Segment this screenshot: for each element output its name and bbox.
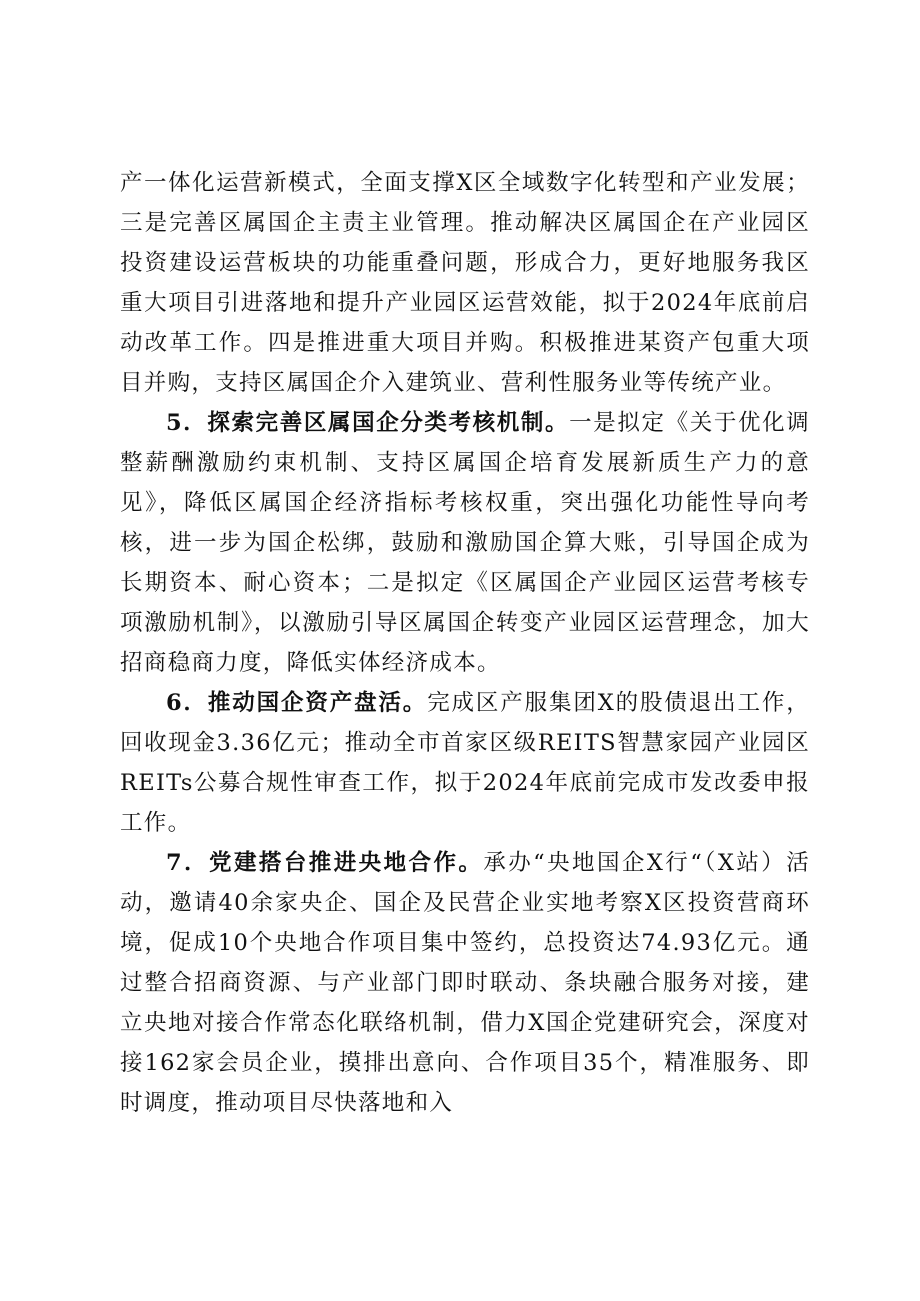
paragraph-text: 承办“央地国企X行“（X站）活动，邀请40余家央企、国企及民营企业实地考察X区投资营商环境，促成10个央地合作项目集中签约，总投资达74.93亿元。通过整合招商资源、与产业部门即时联动、条块融合服务对接，建立央地对接合作常态化联络机制，借力X国企党建研究会，深度对接162家会员企业，摸排出意向、合作项目35个，精准服务、即时调度，推动项目尽快落地和入 (120, 850, 810, 1116)
paragraph-heading: 5．探索完善区属国企分类考核机制。 (166, 410, 570, 436)
paragraph-heading: 7．党建搭台推进央地合作。 (166, 850, 484, 876)
paragraph-item-6 (120, 683, 810, 843)
paragraph-continuation (120, 163, 810, 403)
document-body (120, 163, 810, 1123)
paragraph-text: 完成区产服集团X的股债退出工作，回收现金3.36亿元；推动全市首家区级REITS智慧家园产业园区REITs公募合规性审查工作，拟于2024年底前完成市发改委申报工作。 (120, 690, 810, 836)
paragraph-item-5 (120, 403, 810, 683)
paragraph-text: 一是拟定《关于优化调整薪酬激励约束机制、支持区属国企培育发展新质生产力的意见》，降低区属国企经济指标考核权重，突出强化功能性导向考核，进一步为国企松绑，鼓励和激励国企算大账，引导国企成为长期资本、耐心资本；二是拟定《区属国企产业园区运营考核专项激励机制》，以激励引导区属国企转变产业园区运营理念，加大招商稳商力度，降低实体经济成本。 (120, 410, 810, 676)
paragraph-heading: 6．推动国企资产盘活。 (166, 690, 428, 716)
paragraph-item-7 (120, 843, 810, 1123)
paragraph-text: 产一体化运营新模式，全面支撑X区全域数字化转型和产业发展；三是完善区属国企主责主业管理。推动解决区属国企在产业园区投资建设运营板块的功能重叠问题，形成合力，更好地服务我区重大项目引进落地和提升产业园区运营效能，拟于2024年底前启动改革工作。四是推进重大项目并购。积极推进某资产包重大项目并购，支持区属国企介入建筑业、营利性服务业等传统产业。 (120, 170, 810, 396)
